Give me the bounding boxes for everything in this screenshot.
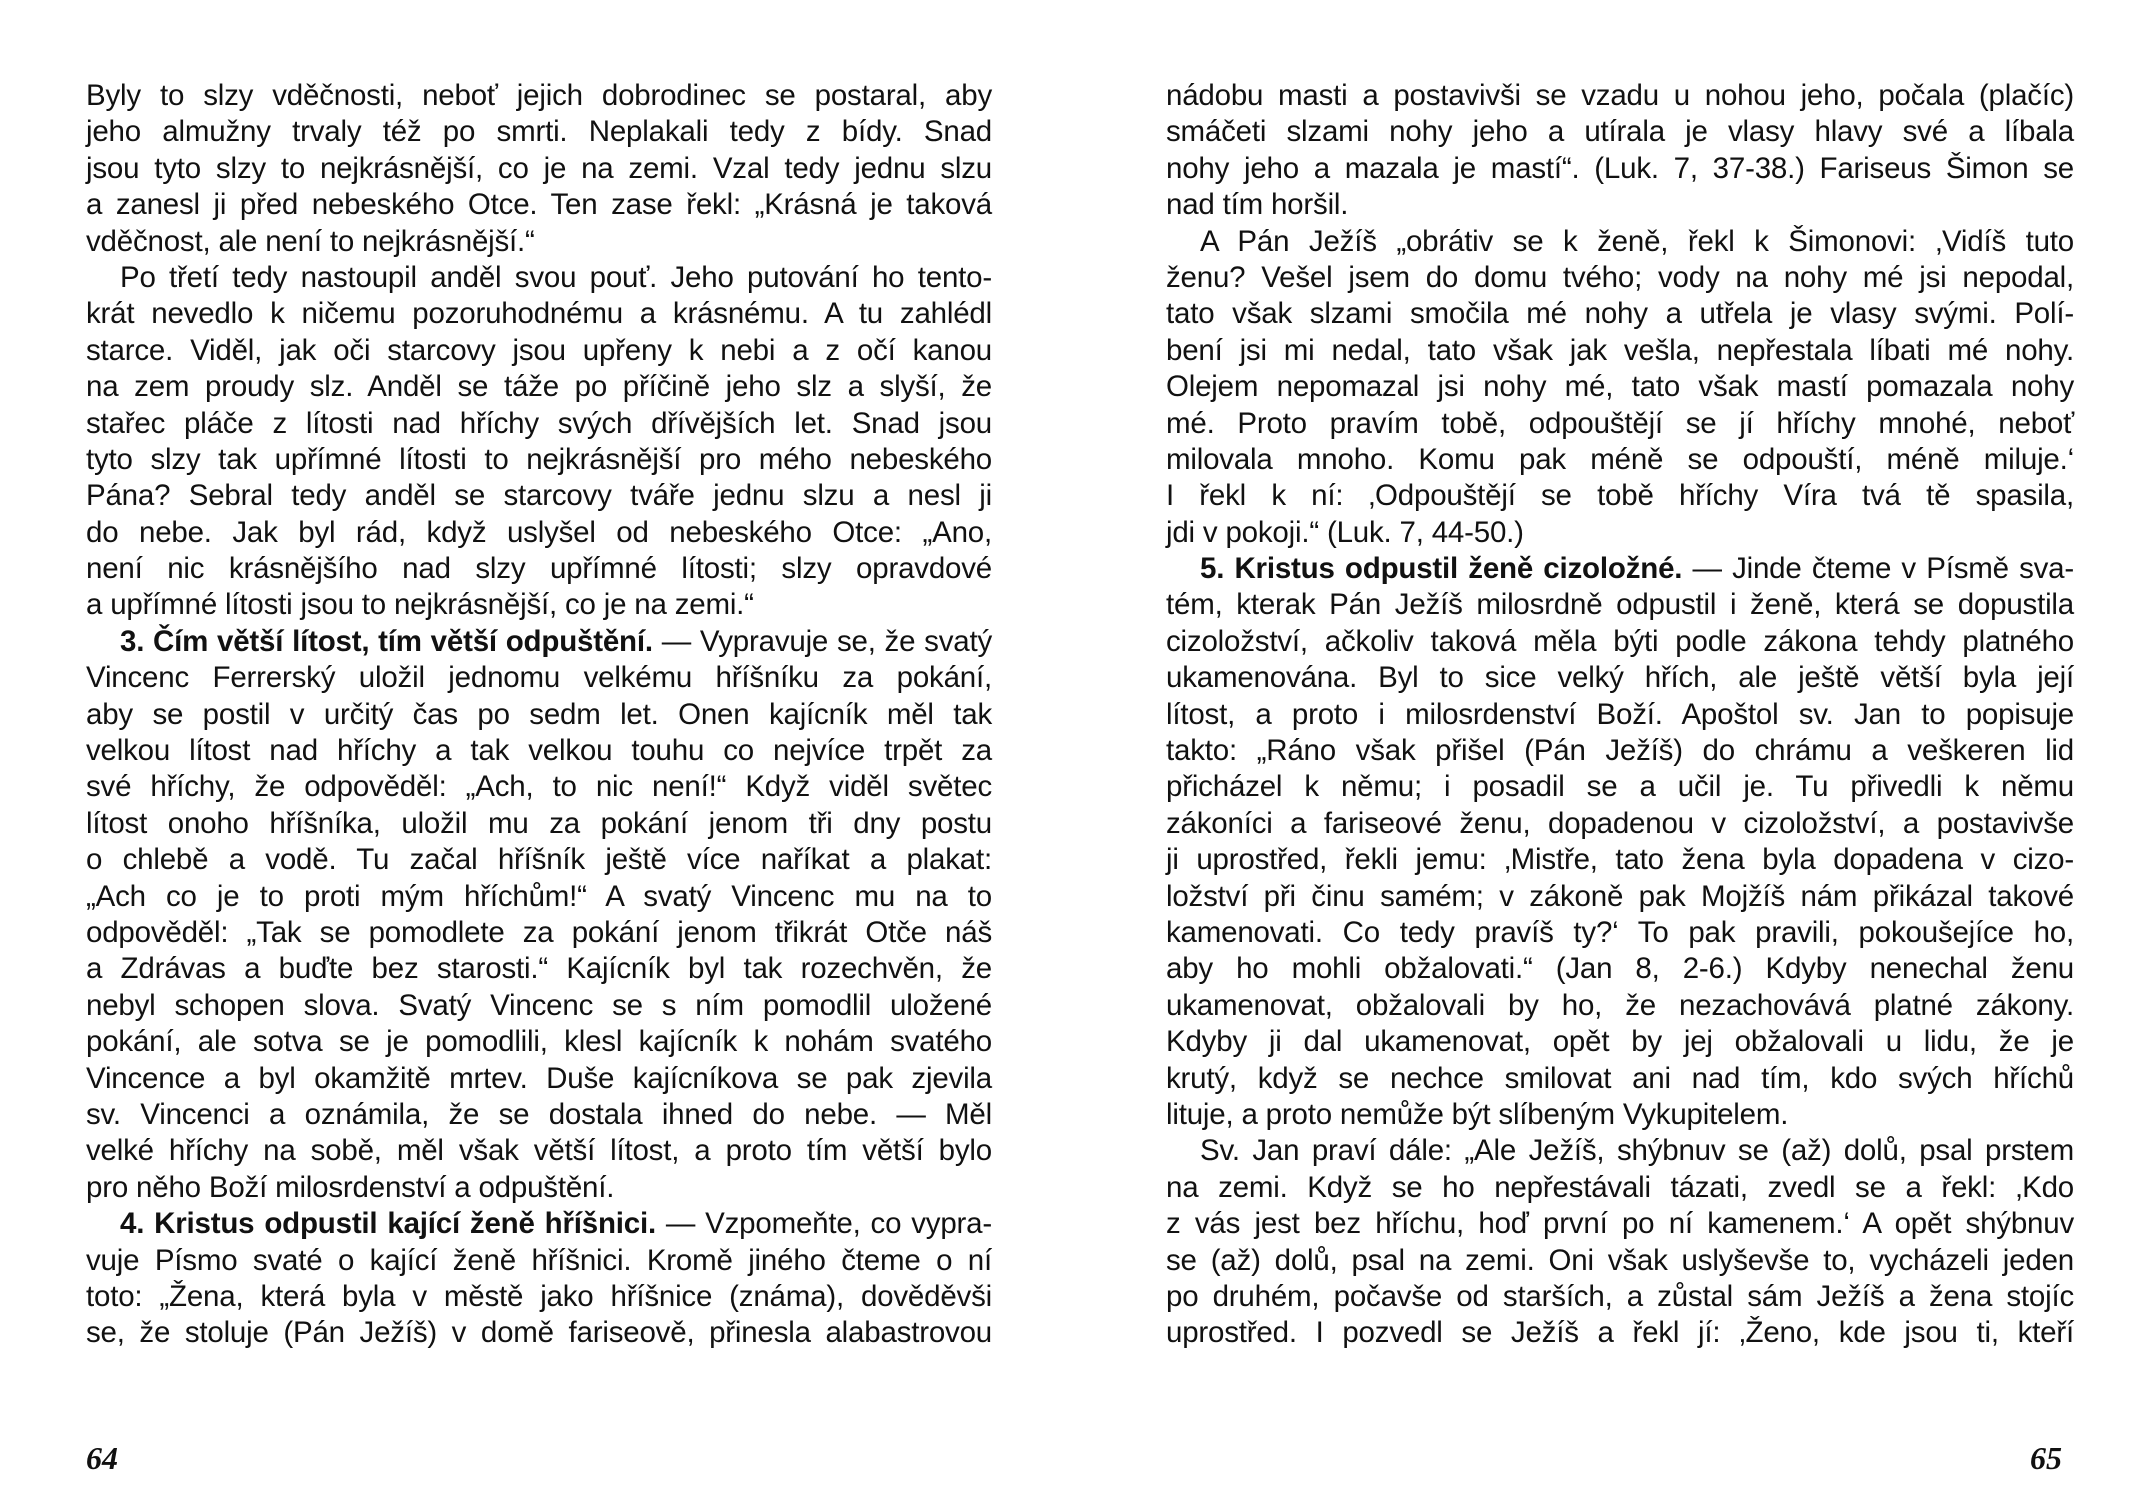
line-text: po druhém, počavše od starších, a zůstal sám Ježíš a žena stojíc <box>1166 1279 2074 1313</box>
text-line <box>86 114 992 150</box>
line-text: vuje Písmo svaté o kající ženě hříšnici. Kromě jiného čteme o ní <box>86 1243 992 1277</box>
text-line <box>1166 1024 2074 1060</box>
text-line <box>86 296 992 332</box>
line-text: na zem proudy slz. Anděl se táže po příčině jeho slz a slyší, že <box>86 370 992 404</box>
text-line <box>1166 1097 2074 1133</box>
text-line <box>86 442 992 478</box>
line-text: takto: „Ráno však přišel (Pán Ježíš) do chrámu a veškeren lid <box>1166 734 2074 768</box>
line-text: a zanesl ji před nebeského Otce. Ten zase řekl: „Krásná je taková <box>86 188 992 222</box>
line-text: tato však slzami smočila mé nohy a utřela je vlasy svými. Polí- <box>1166 297 2074 331</box>
line-text: toto: „Žena, která byla v městě jako hříšnice (známa), dověděvši <box>86 1279 992 1313</box>
text-line <box>1166 1243 2074 1279</box>
text-line <box>86 1243 992 1279</box>
line-text: lituje, a proto nemůže být slíbeným Vykupitelem. <box>1166 1097 1789 1131</box>
text-line <box>86 551 992 587</box>
line-text: cizoložství, ačkoliv taková měla býti podle zákona tehdy platného <box>1166 624 2074 658</box>
text-line <box>86 260 992 296</box>
line-text: o chlebě a vodě. Tu začal hříšník ještě více naříkat a plakat: <box>86 843 992 877</box>
line-text: zákoníci a fariseové ženu, dopadenou v cizoložství, a postavivše <box>1166 806 2074 840</box>
text-line <box>86 587 992 623</box>
line-text: jdi v pokoji.“ (Luk. 7, 44-50.) <box>1166 515 1524 549</box>
page-number-right: 65 <box>2030 1440 2062 1476</box>
text-line <box>86 406 992 442</box>
text-line <box>1166 1206 2074 1242</box>
text-line <box>86 1133 992 1169</box>
text-line <box>1166 551 2074 587</box>
line-text: aby ho mohli obžalovati.“ (Jan 8, 2-6.) Kdyby nenechal ženu <box>1166 952 2074 986</box>
line-text: na zemi. Když se ho nepřestávali tázati, zvedl se a řekl: ‚Kdo <box>1166 1170 2074 1204</box>
text-line <box>1166 915 2074 951</box>
line-text: uprostřed. I pozvedl se Ježíš a řekl jí: ‚Ženo, kde jsou ti, kteří <box>1166 1316 2074 1350</box>
line-text: tém, kterak Pán Ježíš milosrdně odpustil i ženě, která se dopustila <box>1166 588 2074 622</box>
section-heading: 3. Čím větší lítost, tím větší odpuštění. <box>120 624 653 658</box>
line-text: nohy jeho a mazala je mastí“. (Luk. 7, 37-38.) Fariseus Šimon se <box>1166 151 2074 185</box>
line-text: z vás jest bez hříchu, hoď první po ní kamenem.‘ A opět shýbnuv <box>1166 1207 2074 1241</box>
text-line <box>1166 1315 2074 1351</box>
text-line <box>86 988 992 1024</box>
line-text: sv. Vincenci a oznámila, že se dostala ihned do nebe. — Měl <box>86 1097 992 1131</box>
line-text: ukamenovat, obžalovali by ho, že nezachovává platné zákony. <box>1166 988 2074 1022</box>
line-text: stařec pláče z lítosti nad hříchy svých dřívějších let. Snad jsou <box>86 406 992 440</box>
line-text: pokání, ale sotva se je pomodlili, klesl kajícník k nohám svatého <box>86 1025 992 1059</box>
section-heading: 5. Kristus odpustil ženě cizoložné. <box>1200 552 1683 586</box>
line-text: a Zdrávas a buďte bez starosti.“ Kajícník byl tak rozechvěn, že <box>86 952 992 986</box>
line-text: nádobu masti a postavivši se vzadu u nohou jeho, počala (plačíc) <box>1166 79 2074 112</box>
text-line <box>1166 78 2074 114</box>
text-line <box>86 1315 992 1351</box>
text-line <box>1166 587 2074 623</box>
text-line <box>86 1097 992 1133</box>
line-text: smáčeti slzami nohy jeho a utírala je vlasy hlavy své a líbala <box>1166 115 2074 149</box>
line-text: ložství při činu samém; v zákoně pak Mojžíš nám přikázal takové <box>1166 879 2074 913</box>
line-text: Vincenc Ferrerský uložil jednomu velkému hříšníku za pokání, <box>86 661 992 695</box>
text-line <box>1166 187 2074 223</box>
text-line <box>86 769 992 805</box>
page-number-left: 64 <box>86 1440 118 1476</box>
text-line <box>86 915 992 951</box>
text-line <box>86 806 992 842</box>
text-line <box>1166 515 2074 551</box>
line-text: lítost, a proto i milosrdenství Boží. Apoštol sv. Jan to popisuje <box>1166 697 2074 731</box>
text-line <box>86 1170 992 1206</box>
line-text: své hříchy, že odpověděl: „Ach, to nic není!“ Když viděl světec <box>86 770 992 804</box>
line-text: tyto slzy tak upřímné lítosti to nejkrásnější pro mého nebeského <box>86 442 992 476</box>
text-line <box>86 515 992 551</box>
line-text: velkou lítost nad hříchy a tak velkou touhu co nejvíce trpět za <box>86 734 992 768</box>
right-page-text <box>1166 78 2074 1352</box>
text-line <box>86 879 992 915</box>
text-line <box>1166 333 2074 369</box>
text-line <box>86 478 992 514</box>
text-line <box>1166 806 2074 842</box>
line-text: I řekl k ní: ‚Odpouštějí se tobě hříchy Víra tvá tě spasila, <box>1166 479 2074 513</box>
line-text: Sv. Jan praví dále: „Ale Ježíš, shýbnuv se (až) dolů, psal prstem <box>1200 1134 2074 1168</box>
text-line <box>86 187 992 223</box>
text-line <box>1166 697 2074 733</box>
line-text: bení jsi mi nedal, tato však jak vešla, nepřestala líbati mé nohy. <box>1166 333 2074 367</box>
line-text: se (až) dolů, psal na zemi. Oni však uslyševše to, vycházeli jeden <box>1166 1243 2074 1277</box>
text-line <box>86 369 992 405</box>
line-text: odpověděl: „Tak se pomodlete za pokání jenom třikrát Otče náš <box>86 915 992 949</box>
line-text: kamenovati. Co tedy pravíš ty?‘ To pak pravili, pokoušejíce ho, <box>1166 915 2074 949</box>
text-line <box>86 842 992 878</box>
text-line <box>1166 406 2074 442</box>
line-text: Po třetí tedy nastoupil anděl svou pouť. Jeho putování ho tento- <box>120 260 992 294</box>
line-text: Olejem nepomazal jsi nohy mé, tato však mastí pomazala nohy <box>1166 370 2074 404</box>
line-text: ženu? Vešel jsem do domu tvého; vody na nohy mé jsi nepodal, <box>1166 260 2074 294</box>
line-text: mé. Proto pravím tobě, odpouštějí se jí hříchy mnohé, neboť <box>1166 406 2074 440</box>
line-text: lítost onoho hříšníka, uložil mu za pokání jenom tři dny postu <box>86 806 992 840</box>
left-page-text <box>86 78 992 1352</box>
line-text: — Vypravuje se, že svatý <box>652 624 992 658</box>
text-line <box>1166 224 2074 260</box>
text-line <box>86 78 992 114</box>
line-text: se, že stoluje (Pán Ježíš) v domě fariseově, přinesla alabastrovou <box>86 1316 992 1350</box>
line-text: velké hříchy na sobě, měl však větší lítost, a proto tím větší bylo <box>86 1134 992 1168</box>
line-text: — Jinde čteme v Písmě sva- <box>1682 552 2074 586</box>
line-text: ukamenována. Byl to sice velký hřích, ale ještě větší byla její <box>1166 661 2074 695</box>
text-line <box>1166 114 2074 150</box>
text-line <box>1166 1170 2074 1206</box>
line-text: a upřímné lítosti jsou to nejkrásnější, co je na zemi.“ <box>86 588 754 622</box>
line-text: ji uprostřed, řekli jemu: ‚Mistře, tato žena byla dopadena v cizo- <box>1166 843 2074 877</box>
text-line <box>86 951 992 987</box>
line-text: A Pán Ježíš „obrátiv se k ženě, řekl k Šimonovi: ‚Vidíš tuto <box>1200 224 2074 258</box>
text-line <box>1166 624 2074 660</box>
line-text: — Vzpomeňte, co vypra- <box>655 1207 992 1241</box>
text-line <box>86 1279 992 1315</box>
section-heading: 4. Kristus odpustil kající ženě hříšnici. <box>120 1207 656 1241</box>
line-text: přicházel k němu; i posadil se a učil je. Tu přivedli k němu <box>1166 770 2074 804</box>
text-line <box>1166 660 2074 696</box>
text-line <box>1166 1279 2074 1315</box>
line-text: jeho almužny trvaly též po smrti. Neplakali tedy z bídy. Snad <box>86 115 992 149</box>
text-line <box>86 1024 992 1060</box>
line-text: Byly to slzy vděčnosti, neboť jejich dobrodinec se postaral, aby <box>86 79 992 112</box>
line-text: Pána? Sebral tedy anděl se starcovy tváře jednu slzu a nesl ji <box>86 479 992 513</box>
line-text: vděčnost, ale není to nejkrásnější.“ <box>86 224 535 258</box>
line-text: starce. Viděl, jak oči starcovy jsou upřeny k nebi a z očí kanou <box>86 333 992 367</box>
line-text: nad tím horšil. <box>1166 188 1349 222</box>
text-line <box>1166 988 2074 1024</box>
line-text: krutý, když se nechce smilovat ani nad tím, kdo svých hříchů <box>1166 1061 2074 1095</box>
text-line <box>1166 478 2074 514</box>
line-text: aby se postil v určitý čas po sedm let. Onen kajícník měl tak <box>86 697 992 731</box>
text-line <box>1166 769 2074 805</box>
text-line <box>86 151 992 187</box>
text-line <box>1166 151 2074 187</box>
text-line <box>1166 951 2074 987</box>
text-line <box>86 224 992 260</box>
text-line <box>1166 369 2074 405</box>
line-text: pro něho Boží milosrdenství a odpuštění. <box>86 1170 615 1204</box>
line-text: jsou tyto slzy to nejkrásnější, co je na zemi. Vzal tedy jednu slzu <box>86 151 992 185</box>
text-line <box>1166 1133 2074 1169</box>
line-text: milovala mnoho. Komu pak méně se odpouští, méně miluje.‘ <box>1166 442 2074 476</box>
text-line <box>86 1061 992 1097</box>
line-text: Kdyby ji dal ukamenovat, opět by jej obžalovali u lidu, že je <box>1166 1025 2074 1059</box>
text-line <box>86 660 992 696</box>
text-line <box>86 624 992 660</box>
line-text: do nebe. Jak byl rád, když uslyšel od nebeského Otce: „Ano, <box>86 515 992 549</box>
line-text: Vincence a byl okamžitě mrtev. Duše kajícníkova se pak zjevila <box>86 1061 992 1095</box>
text-line <box>1166 296 2074 332</box>
text-line <box>1166 842 2074 878</box>
text-line <box>86 733 992 769</box>
line-text: krát nevedlo k ničemu pozoruhodnému a krásnému. A tu zahlédl <box>86 297 992 331</box>
text-line <box>1166 879 2074 915</box>
text-line <box>1166 733 2074 769</box>
line-text: není nic krásnějšího nad slzy upřímné lítosti; slzy opravdové <box>86 552 992 586</box>
line-text: nebyl schopen slova. Svatý Vincenc se s ním pomodlil uložené <box>86 988 992 1022</box>
line-text: „Ach co je to proti mým hříchům!“ A svatý Vincenc mu na to <box>86 879 992 913</box>
text-line <box>1166 442 2074 478</box>
text-line <box>86 1206 992 1242</box>
text-line <box>86 333 992 369</box>
text-line <box>1166 1061 2074 1097</box>
text-line <box>86 697 992 733</box>
text-line <box>1166 260 2074 296</box>
